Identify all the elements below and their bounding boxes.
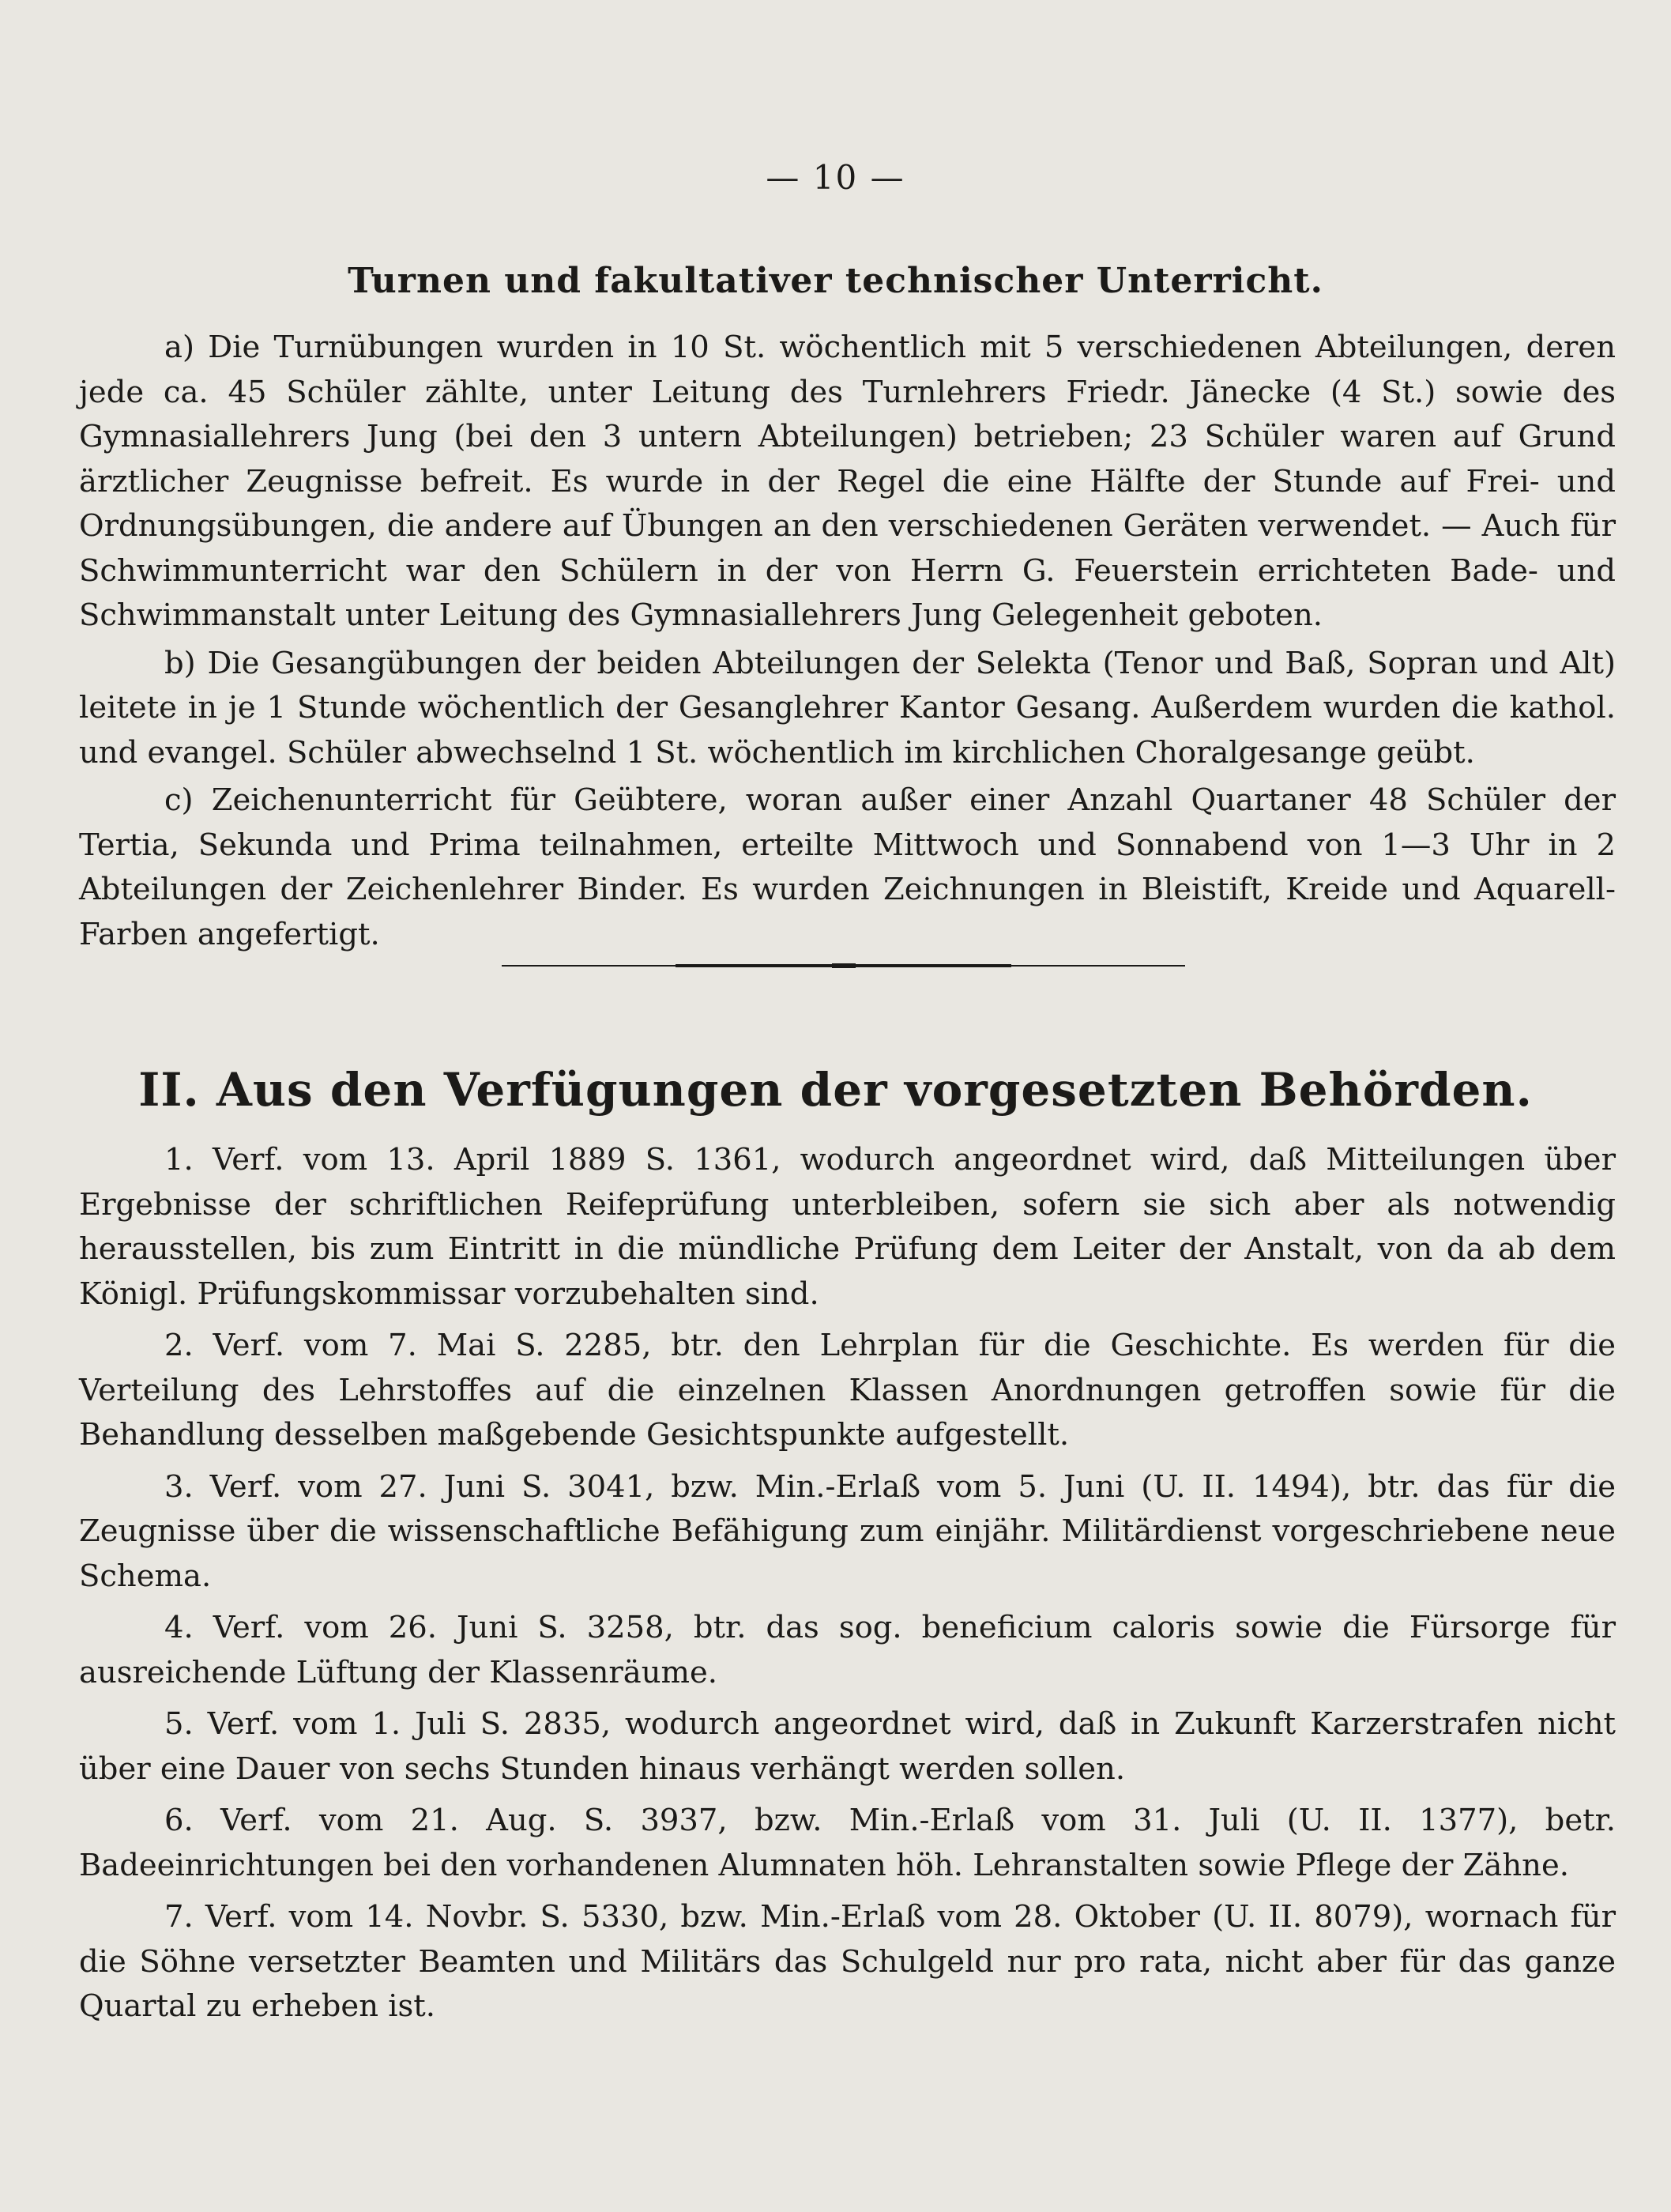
list-item: 2. Verf. vom 7. Mai S. 2285, btr. den Lehrplan für die Geschichte. Es werden für die Verteilung des Lehrstoffes auf die einzelnen Klassen Anordnungen getroffen sowie für die Behandlung desselben maßgebende Gesichtspunkte aufgestellt. — [79, 1328, 1616, 1453]
list-item: 6. Verf. vom 21. Aug. S. 3937, bzw. Min.-Erlaß vom 31. Juli (U. II. 1377), betr. Badeeinrichtungen bei den vorhandenen Alumnaten höh. Lehranstalten sowie Pflege der Zähne. — [79, 1803, 1616, 1883]
section-verfuegungen-body — [79, 1138, 1616, 2037]
section-title-verfuegungen: II. Aus den Verfügungen der vorgesetzten Behörden. — [138, 1063, 1533, 1117]
paragraph-gesanguebungen: b) Die Gesangübungen der beiden Abteilungen der Selekta (Tenor und Baß, Sopran und Alt) leitete in je 1 Stunde wöchentlich der Gesanglehrer Kantor Gesang. Außerdem wurden die kathol. und evangel. Schüler abwechselnd 1 St. wöchentlich im kirchlichen Choralgesange geübt. — [79, 645, 1616, 771]
list-item: 5. Verf. vom 1. Juli S. 2835, wodurch angeordnet wird, daß in Zukunft Karzerstrafen nicht über eine Dauer von sechs Stunden hinaus verhängt werden sollen. — [79, 1706, 1616, 1787]
list-item: 1. Verf. vom 13. April 1889 S. 1361, wodurch angeordnet wird, daß Mitteilungen über Ergebnisse der schriftlichen Reifeprüfung unterbleiben, sofern sie sich aber als notwendig herausstellen, bis zum Eintritt in die mündliche Prüfung dem Leiter der Anstalt, von da ab dem Königl. Prüfungskommissar vorzubehalten sind. — [79, 1142, 1616, 1312]
section-title-turnen: Turnen und fakultativer technischer Unterricht. — [348, 261, 1323, 301]
section-turnen-body — [79, 326, 1616, 959]
list-item: 4. Verf. vom 26. Juni S. 3258, btr. das sog. beneficium caloris sowie die Fürsorge für ausreichende Lüftung der Klassenräume. — [79, 1610, 1616, 1690]
ornamental-divider — [502, 963, 1185, 969]
page-number: — 10 — — [766, 158, 905, 197]
paragraph-zeichenunterricht: c) Zeichenunterricht für Geübtere, woran außer einer Anzahl Quartaner 48 Schüler der Tertia, Sekunda und Prima teilnahmen, erteilte Mittwoch und Sonnabend von 1—3 Uhr in 2 Abteilungen der Zeichenlehrer Binder. Es wurden Zeichnungen in Bleistift, Kreide und Aquarell-Farben angefertigt. — [79, 782, 1616, 952]
paragraph-turnuebungen: a) Die Turnübungen wurden in 10 St. wöchentlich mit 5 verschiedenen Abteilungen, deren jede ca. 45 Schüler zählte, unter Leitung des Turnlehrers Friedr. Jänecke (4 St.) sowie des Gymnasiallehrers Jung (bei den 3 untern Abteilungen) betrieben; 23 Schüler waren auf Grund ärztlicher Zeugnisse befreit. Es wurde in der Regel die eine Hälfte der Stunde auf Frei- und Ordnungsübungen, die andere auf Übungen an den verschiedenen Geräten verwendet. — Auch für Schwimmunterricht war den Schülern in der von Herrn G. Feuerstein errichteten Bade- und Schwimmanstalt unter Leitung des Gymnasiallehrers Jung Gelegenheit geboten. — [79, 330, 1616, 633]
list-item: 3. Verf. vom 27. Juni S. 3041, bzw. Min.-Erlaß vom 5. Juni (U. II. 1494), btr. das für die Zeugnisse über die wissenschaftliche Befähigung zum einjähr. Militärdienst vorgeschriebene neue Schema. — [79, 1468, 1616, 1594]
list-item: 7. Verf. vom 14. Novbr. S. 5330, bzw. Min.-Erlaß vom 28. Oktober (U. II. 8079), wornach für die Söhne versetzter Beamten und Militärs das Schulgeld nur pro rata, nicht aber für das ganze Quartal zu erheben ist. — [79, 1899, 1616, 2024]
